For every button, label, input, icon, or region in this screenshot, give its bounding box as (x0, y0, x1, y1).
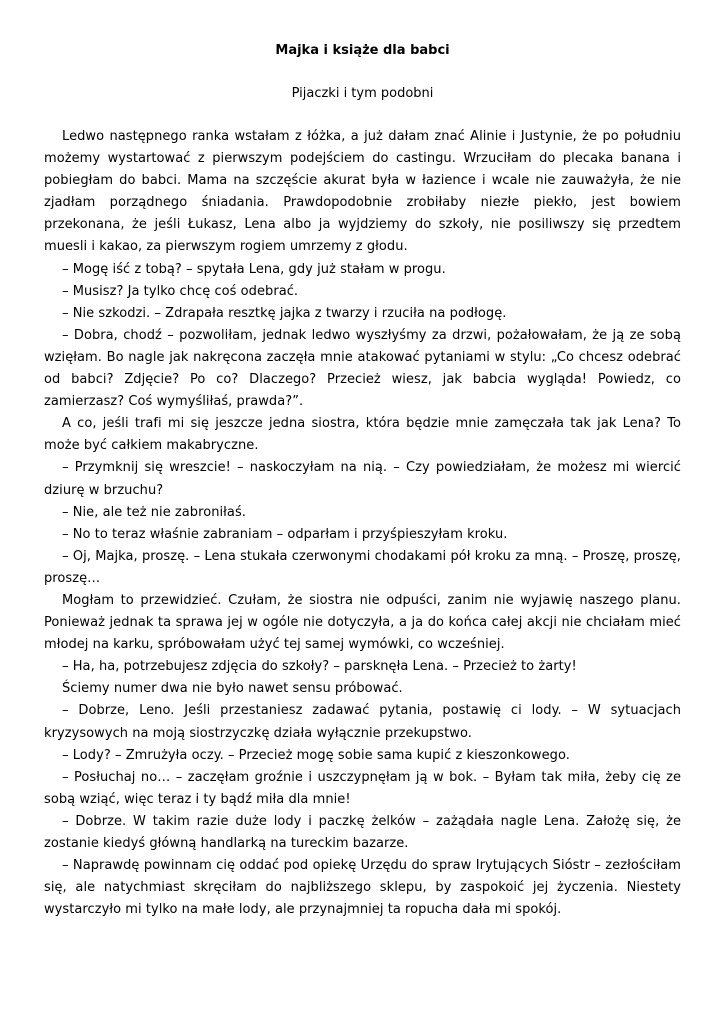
paragraph: Ściemy numer dwa nie było nawet sensu próbować. (62, 681, 403, 697)
paragraph: A co, jeśli trafi mi się jeszcze jedna siostra, która będzie mnie zamęczała tak jak Lena? To może być całkiem makabryczne. (44, 416, 681, 454)
paragraph: – Mogę iść z tobą? – spytała Lena, gdy już stałam w progu. (62, 261, 446, 277)
paragraph: – Naprawdę powinnam cię oddać pod opiekę Urzędu do spraw Irytujących Sióstr – zezłościłam się, ale natychmiast skręciłam do najbliższego sklepu, by zaspokoić jej życzenia. Niestety wystarczyło mi tylko na małe lody, ale przynajmniej ta ropucha dała mi spokój. (44, 858, 681, 918)
paragraph: – Dobrze. W takim razie duże lody i paczkę żelków – zażądała nagle Lena. Założę się, że zostanie kiedyś główną handlarką na tureckim bazarze. (44, 813, 681, 851)
paragraph: – Ha, ha, potrzebujesz zdjęcia do szkoły? – parsknęła Lena. – Przecież to żarty! (62, 659, 577, 675)
paragraph: – Przymknij się wreszcie! – naskoczyłam na nią. – Czy powiedziałam, że możesz mi wiercić dziurę w brzuchu? (44, 460, 681, 498)
document-title: Majka i książe dla babci (275, 43, 450, 58)
chapter-title: Pijaczki i tym podobni (291, 86, 434, 101)
document-body (44, 126, 681, 921)
paragraph: – Musisz? Ja tylko chcę coś odebrać. (62, 283, 299, 299)
paragraph: – No to teraz właśnie zabraniam – odparłam i przyśpieszyłam kroku. (62, 526, 508, 542)
paragraph: – Oj, Majka, proszę. – Lena stukała czerwonymi chodakami pół kroku za mną. – Proszę, proszę, proszę… (44, 548, 681, 586)
paragraph: – Dobrze, Leno. Jeśli przestaniesz zadawać pytania, postawię ci lody. – W sytuacjach kryzysowych na moją siostrzyczkę działa wyłącznie przekupstwo. (44, 703, 681, 741)
paragraph: – Posłuchaj no… – zaczęłam groźnie i uszczypnęłam ją w bok. – Byłam tak miła, żeby cię ze sobą wziąć, więc teraz i ty bądź miła dla mnie! (44, 769, 681, 807)
paragraph: – Nie, ale też nie zabroniłaś. (62, 504, 246, 520)
paragraph: – Dobra, chodź – pozwoliłam, jednak ledwo wyszłyśmy za drzwi, pożałowałam, że ją ze sobą wzięłam. Bo nagle jak nakręcona zaczęła mnie atakować pytaniami w stylu: „Co chcesz odebrać od babci? Zdjęcie? Po co? Dlaczego? Przecież wiesz, jak babcia wygląda! Powiedz, co zamierzasz? Coś wymyśliłaś, prawda?”. (44, 327, 681, 410)
paragraph: – Nie szkodzi. – Zdrapała resztkę jajka z twarzy i rzuciła na podłogę. (62, 305, 507, 321)
document-page (44, 40, 681, 921)
paragraph: Mogłam to przewidzieć. Czułam, że siostra nie odpuści, zanim nie wyjawię naszego planu. Ponieważ jednak ta sprawa jej w ogóle nie dotyczyła, a ja do końca całej akcji nie chciałam mieć młodej na karku, spróbowałam użyć tej samej wymówki, co wcześniej. (44, 592, 681, 653)
paragraph: Ledwo następnego ranka wstałam z łóżka, a już dałam znać Alinie i Justynie, że po południu możemy wystartować z pierwszym podejściem do castingu. Wrzuciłam do plecaka banana i pobiegłam do babci. Mama na szczęście akurat była w łazience i wcale nie zauważyła, że nie zjadłam porządnego śniadania. Prawdopodobnie zrobiłaby niezłe piekło, jest bowiem przekonana, że jeśli Łukasz, Lena albo ja wyjdziemy do szkoły, nie posiliwszy się przedtem muesli i kakao, za pierwszym rogiem umrzemy z głodu. (44, 129, 681, 255)
paragraph: – Lody? – Zmrużyła oczy. – Przecież mogę sobie sama kupić z kieszonkowego. (62, 747, 570, 763)
